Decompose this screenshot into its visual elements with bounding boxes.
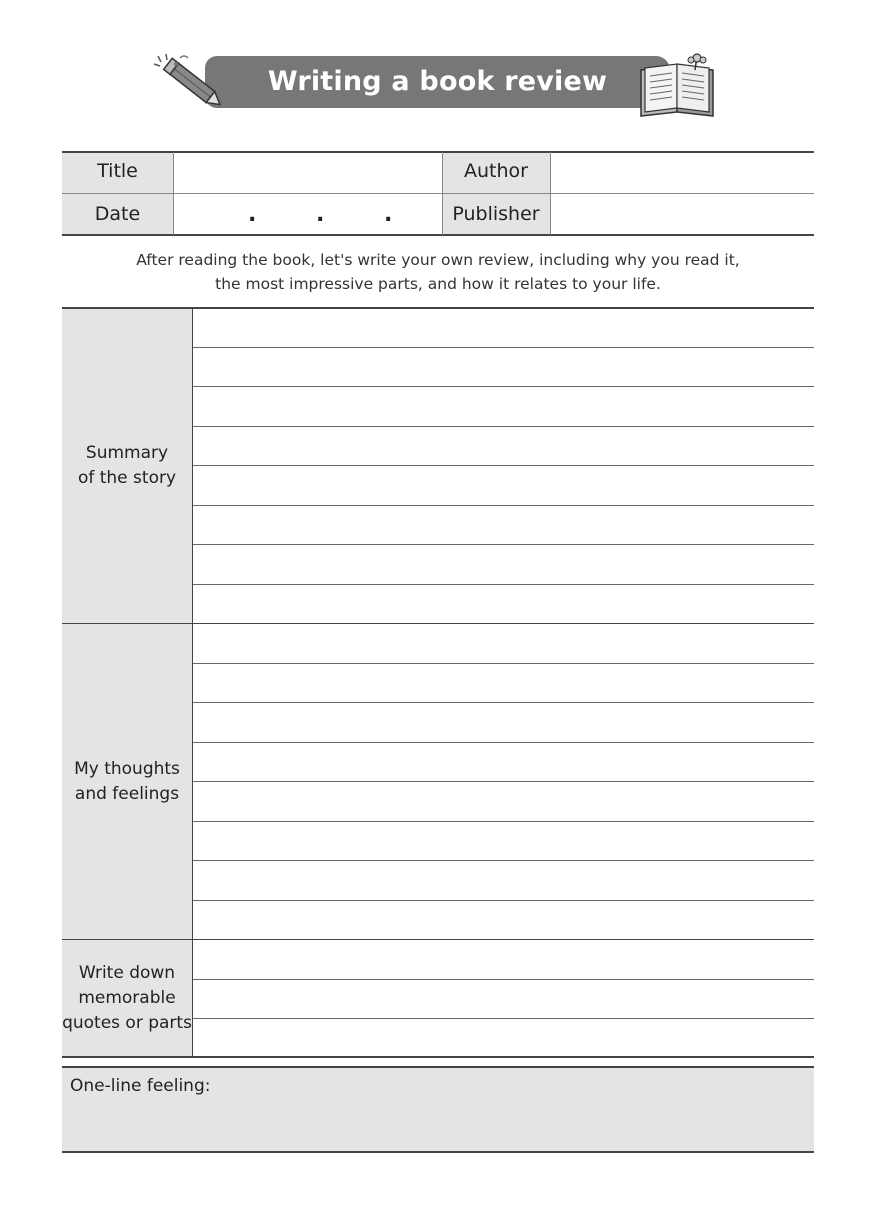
thoughts-writing-line[interactable] — [193, 900, 814, 901]
summary-writing-line[interactable] — [193, 465, 814, 466]
date-field[interactable] — [174, 195, 441, 233]
quotes-writing-line[interactable] — [193, 979, 814, 980]
info-table-bottom-rule — [62, 234, 814, 236]
thoughts-writing-line[interactable] — [193, 781, 814, 782]
summary-section-bottom-rule — [62, 623, 814, 624]
quotes-label-line-3: quotes or parts — [62, 1013, 192, 1033]
date-separator-3: . — [384, 202, 393, 227]
thoughts-writing-line[interactable] — [193, 702, 814, 703]
summary-writing-line[interactable] — [193, 584, 814, 585]
quotes-label-line-1: Write down — [78, 963, 176, 983]
one-line-feeling-label: One-line feeling: — [70, 1076, 211, 1096]
thoughts-writing-line[interactable] — [193, 663, 814, 664]
instructions-line-1: After reading the book, let's write your own review, including why you read it, — [136, 251, 740, 269]
summary-label-line-1: Summary — [85, 443, 169, 463]
summary-writing-line[interactable] — [193, 386, 814, 387]
summary-section-label — [62, 441, 192, 491]
summary-writing-line[interactable] — [193, 347, 814, 348]
publisher-field[interactable] — [551, 195, 813, 233]
instructions-text — [62, 248, 814, 296]
thoughts-writing-line[interactable] — [193, 821, 814, 822]
pencil-icon — [150, 50, 225, 110]
date-label: Date — [94, 203, 141, 225]
review-table-bottom-rule — [62, 1056, 814, 1058]
thoughts-label-line-1: My thoughts — [74, 759, 180, 779]
thoughts-label-line-2: and feelings — [74, 784, 180, 804]
page-title: Writing a book review — [267, 66, 608, 97]
one-line-feeling-top-rule — [62, 1066, 814, 1068]
quotes-section-label — [62, 961, 192, 1036]
summary-label-line-2: of the story — [77, 468, 177, 488]
info-table-middle-rule — [62, 193, 814, 194]
summary-writing-line[interactable] — [193, 426, 814, 427]
review-table-top-rule — [62, 307, 814, 309]
date-separator-2: . — [316, 202, 325, 227]
one-line-feeling-bottom-rule — [62, 1151, 814, 1153]
thoughts-section-bottom-rule — [62, 939, 814, 940]
open-book-icon — [635, 52, 720, 122]
summary-writing-line[interactable] — [193, 505, 814, 506]
instructions-line-2: the most impressive parts, and how it relates to your life. — [215, 275, 661, 293]
quotes-writing-line[interactable] — [193, 1018, 814, 1019]
quotes-label-line-2: memorable — [78, 988, 176, 1008]
publisher-label: Publisher — [452, 203, 540, 225]
thoughts-section-label — [62, 757, 192, 807]
thoughts-writing-line[interactable] — [193, 742, 814, 743]
title-label: Title — [97, 160, 138, 182]
author-label: Author — [464, 160, 528, 182]
summary-writing-line[interactable] — [193, 544, 814, 545]
title-field[interactable] — [174, 153, 441, 192]
review-table-column-divider — [192, 308, 193, 1058]
author-field[interactable] — [551, 153, 813, 192]
thoughts-writing-line[interactable] — [193, 860, 814, 861]
date-separator-1: . — [248, 202, 257, 227]
